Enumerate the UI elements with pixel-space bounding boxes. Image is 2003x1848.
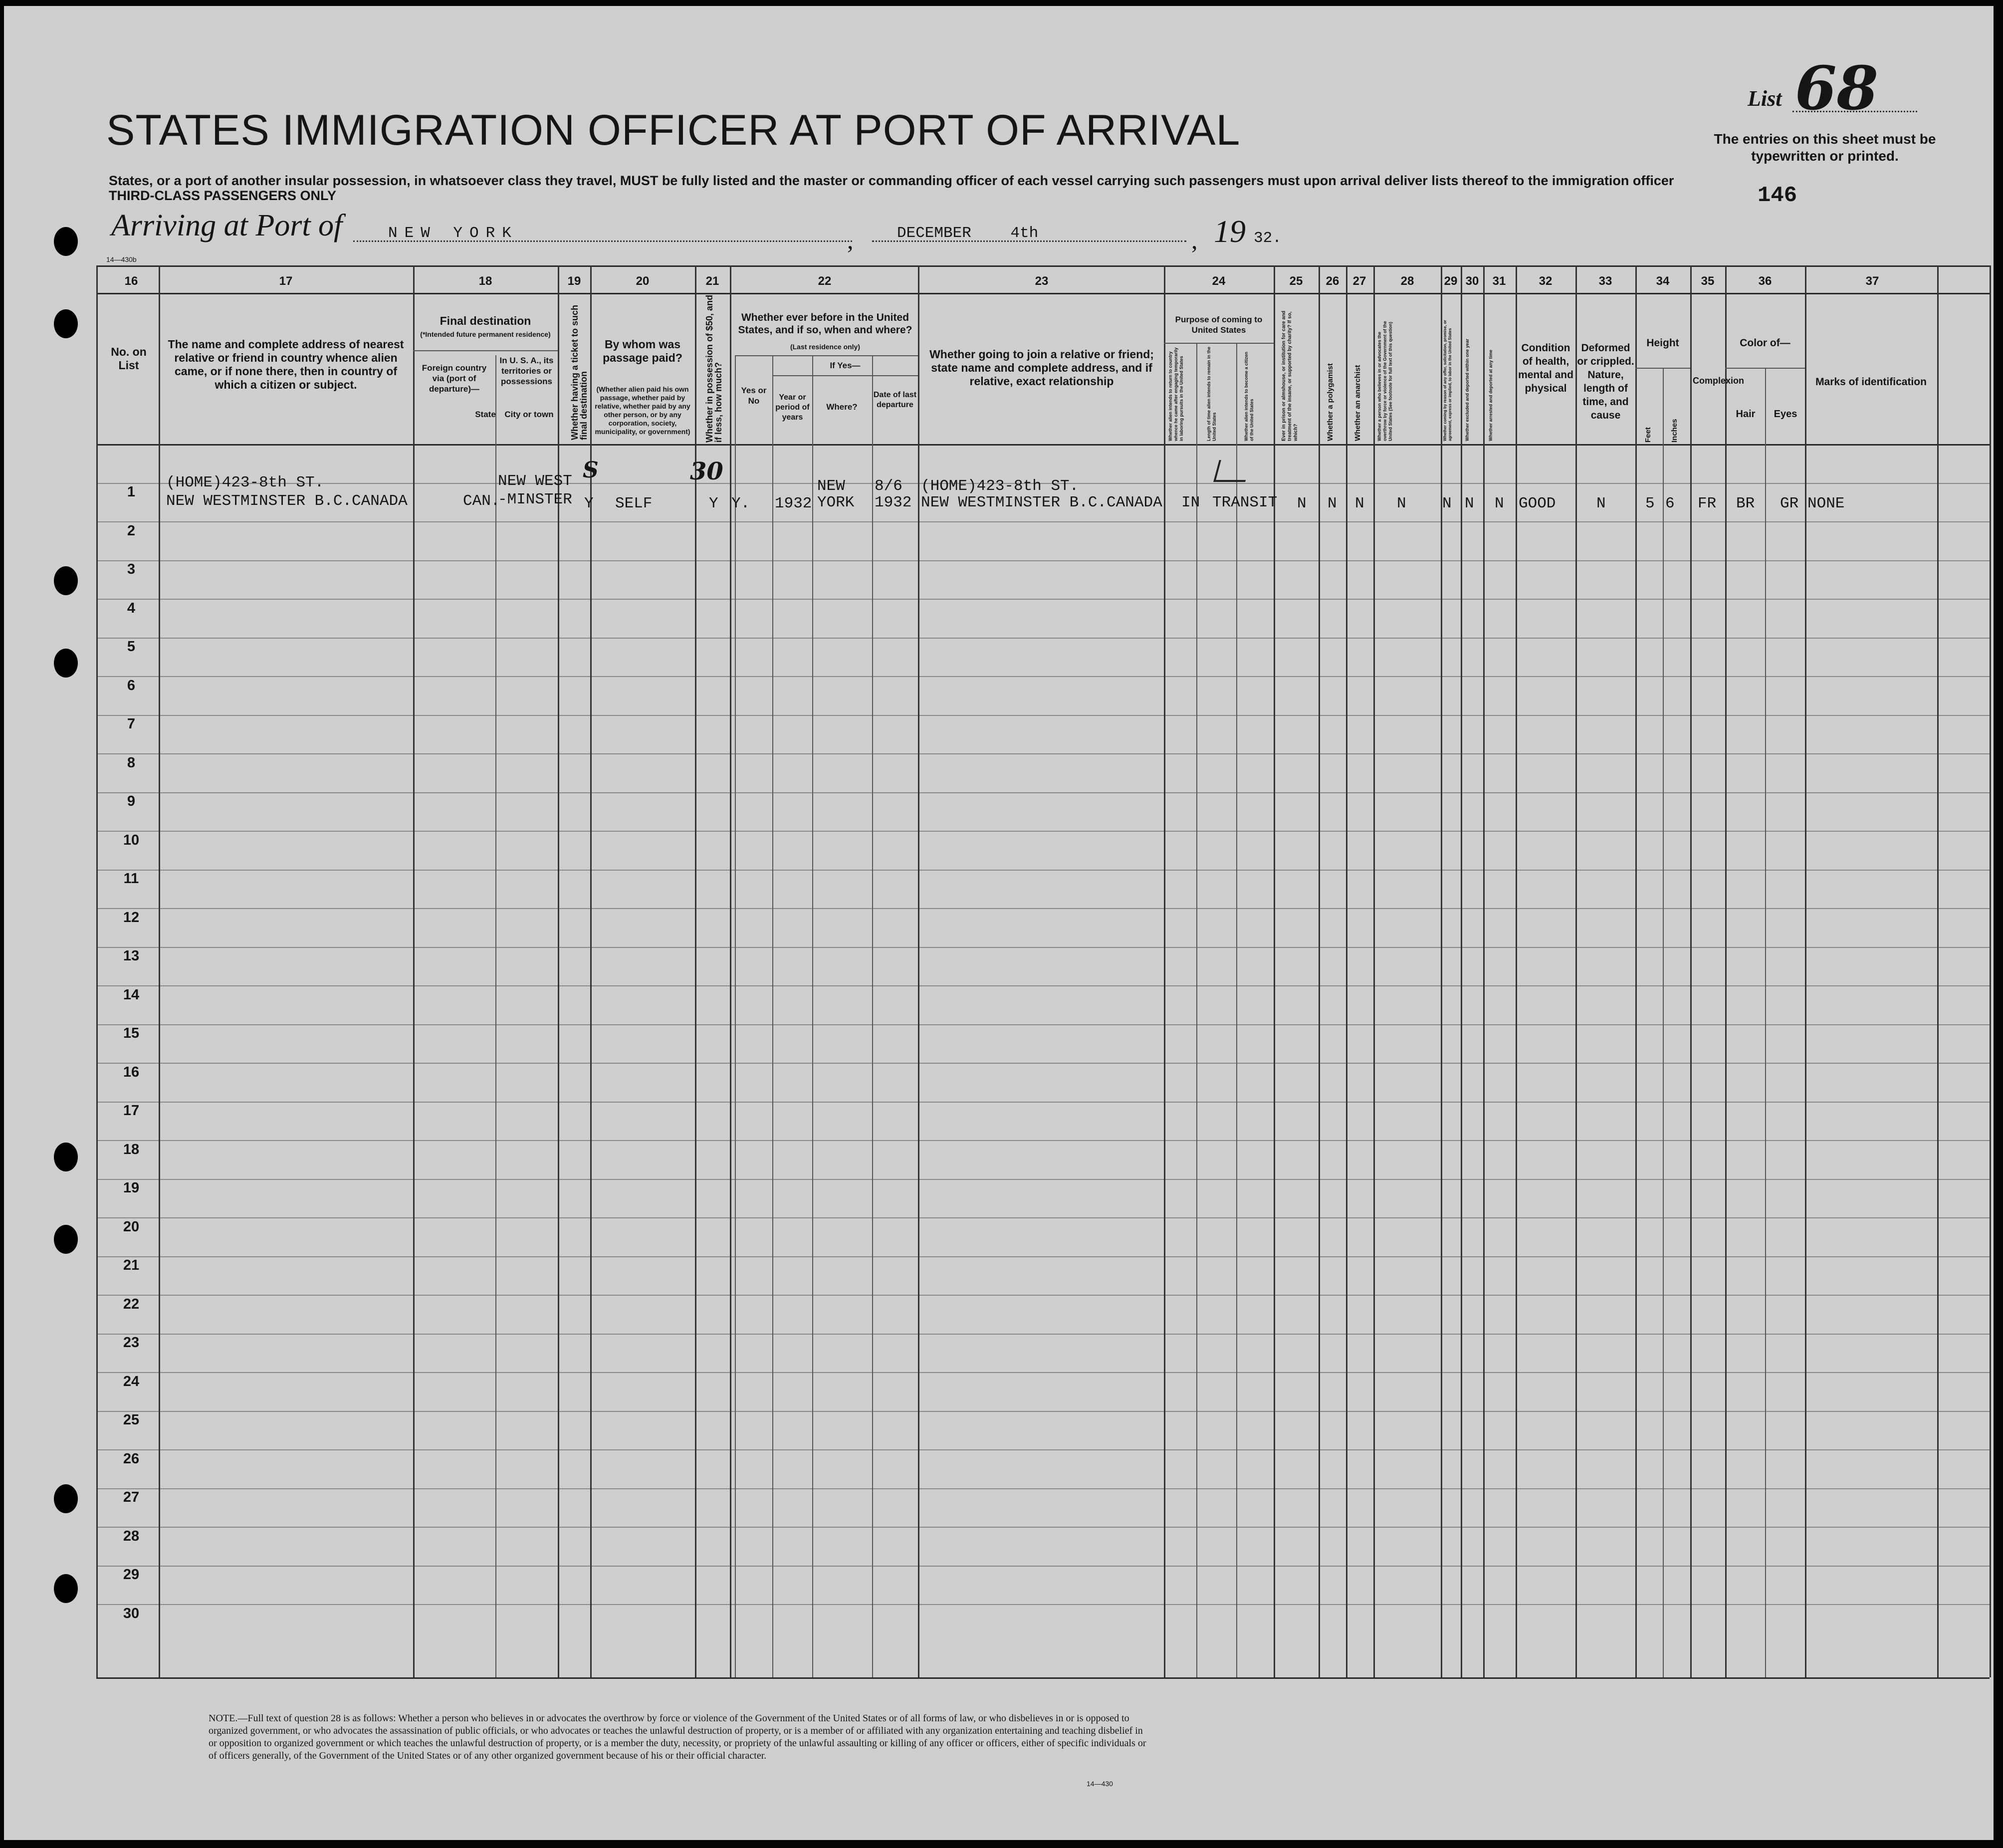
entry-health: GOOD <box>1519 495 1556 512</box>
entry-hair: BR <box>1736 495 1755 512</box>
col-num-23: 23 <box>1035 274 1049 288</box>
head-in-usa: In U. S. A., its territories or possessions <box>499 356 554 386</box>
head-marks: Marks of identification <box>1815 376 1927 388</box>
row-rule <box>96 560 1990 561</box>
entry-c25: N <box>1297 495 1307 512</box>
row-number: 12 <box>123 909 140 925</box>
row-number: 3 <box>127 561 136 577</box>
entry-state: CAN. <box>463 492 500 510</box>
row-number: 6 <box>127 677 136 693</box>
row-rule <box>96 1566 1990 1567</box>
col-num-36: 36 <box>1758 274 1772 288</box>
entry-purpose-handmark <box>1213 460 1251 482</box>
row-rule <box>96 676 1990 677</box>
entry-paid-by: SELF <box>615 495 653 512</box>
row-rule <box>96 753 1990 754</box>
sheet-number: 146 <box>1758 183 1797 208</box>
entry-join-line-1: (HOME)423-8th ST. <box>921 477 1079 495</box>
head-prison: Ever in prison or almshouse, or institution for care and treatment of the insane, or supported by charity? If so, which? <box>1281 310 1299 441</box>
col-num-20: 20 <box>636 274 650 288</box>
entry-purpose-1: IN <box>1181 494 1200 511</box>
entry-feet: 5 <box>1645 495 1655 512</box>
intro-line-2: THIRD-CLASS PASSENGERS ONLY <box>109 188 337 203</box>
row-rule <box>96 1217 1990 1218</box>
head-ever-before-sub: (Last residence only) <box>790 343 861 351</box>
head-final-destination-sub: (*Intended future permanent residence) <box>420 330 551 338</box>
col-num-33: 33 <box>1598 274 1612 288</box>
head-ticket: Whether having a ticket to such final destination <box>570 304 589 440</box>
col-num-29: 29 <box>1444 274 1458 288</box>
entry-before-where-2: YORK <box>817 494 855 511</box>
binder-hole <box>54 1225 78 1254</box>
entry-c28: N <box>1397 495 1406 512</box>
entry-ticket: Y <box>584 495 594 512</box>
binder-hole <box>54 309 78 338</box>
head-where: Where? <box>826 402 858 412</box>
head-arrested: Whether arrested and deported at any time <box>1488 349 1493 441</box>
col-num-34: 34 <box>1656 274 1670 288</box>
head-yes-no: Yes or No <box>741 386 767 406</box>
binder-hole <box>54 1143 78 1171</box>
row-number: 20 <box>123 1218 140 1235</box>
row-rule <box>96 1063 1990 1064</box>
row-number: 5 <box>127 639 136 655</box>
year-suffix: 32. <box>1254 230 1282 247</box>
head-height: Height <box>1646 337 1679 349</box>
comma-2: , <box>1191 226 1198 254</box>
list-label: List <box>1748 86 1782 111</box>
head-excluded: Whether excluded and deported within one year <box>1465 338 1470 441</box>
row-rule <box>96 1256 1990 1257</box>
binder-hole <box>54 649 78 678</box>
column-number-rule <box>96 293 1990 294</box>
port-line <box>353 240 852 242</box>
row-number: 9 <box>127 793 136 809</box>
entry-money: Y <box>709 495 718 512</box>
col-num-32: 32 <box>1539 274 1553 288</box>
binder-hole <box>54 227 78 256</box>
row-number: 16 <box>123 1064 140 1080</box>
head-foreign-country: Foreign country via (port of departure)— <box>422 363 487 394</box>
comma-1: , <box>847 226 854 254</box>
list-number: 68 <box>1795 53 1878 124</box>
date-line <box>872 240 1186 242</box>
row-number: 29 <box>123 1567 140 1583</box>
row-number: 7 <box>127 716 136 732</box>
head-join-relative: Whether going to join a relative or friend; state name and complete address, and if relative, exact relationship <box>929 348 1154 388</box>
head-passage-paid-sub: (Whether alien paid his own passage, whether paid by relative, whether paid by any other person, or by any corporation, society, municipality, or government) <box>595 385 690 436</box>
col-num-30: 30 <box>1465 274 1479 288</box>
row-rule <box>96 638 1990 639</box>
row-number: 23 <box>123 1335 140 1351</box>
head-anarchist: Whether an anarchist <box>1353 365 1362 441</box>
col-num-27: 27 <box>1352 274 1366 288</box>
entry-money-hand: 30 <box>690 458 723 485</box>
row-rule <box>96 1024 1990 1025</box>
arrival-date: DECEMBER 4th <box>897 225 1039 242</box>
entry-departure-2: 1932 <box>875 494 912 511</box>
head-color-of: Color of— <box>1740 337 1790 349</box>
row-number: 26 <box>123 1450 140 1467</box>
row-number: 8 <box>127 754 136 771</box>
entry-c27: N <box>1355 495 1364 512</box>
binder-hole <box>54 1574 78 1603</box>
row-rule <box>96 1102 1990 1103</box>
col-num-26: 26 <box>1326 274 1339 288</box>
row-number: 10 <box>123 832 140 848</box>
row-rule <box>96 1488 1990 1489</box>
col-num-35: 35 <box>1701 274 1715 288</box>
head-inches: Inches <box>1670 419 1679 443</box>
row-rule <box>96 1449 1990 1450</box>
head-date-departure: Date of last departure <box>873 391 917 409</box>
row-number: 13 <box>123 948 140 964</box>
row-rule <box>96 1179 1990 1180</box>
entry-join-line-2: NEW WESTMINSTER B.C.CANADA <box>921 494 1162 511</box>
row-rule <box>96 1295 1990 1296</box>
head-final-destination: Final destination <box>440 314 531 327</box>
entry-c31: N <box>1495 495 1504 512</box>
row-number: 17 <box>123 1103 140 1119</box>
entry-departure-1: 8/6 <box>875 477 902 495</box>
row-number: 1 <box>127 484 136 500</box>
entry-deformed: N <box>1596 495 1606 512</box>
row-number: 25 <box>123 1412 140 1428</box>
row-rule <box>96 521 1990 522</box>
col-num-25: 25 <box>1289 274 1303 288</box>
head-fifty-dollars: Whether in possession of $50, and if less, how much? <box>704 294 723 443</box>
head-purpose-c: Whether alien intends to become a citizen of the United States <box>1244 351 1254 441</box>
row-rule <box>96 1527 1990 1528</box>
row-rule <box>96 1334 1990 1335</box>
col-num-28: 28 <box>1400 274 1414 288</box>
col-num-21: 21 <box>705 274 719 288</box>
col-num-22: 22 <box>818 274 832 288</box>
head-nearest-relative: The name and complete address of nearest relative or friend in country whence alien came, or if none there, then in country of which a citizen or subject. <box>168 338 404 391</box>
top-form-code: 14—430b <box>106 255 137 263</box>
entry-city-line-2: -MINSTER <box>498 491 572 508</box>
head-deformed: Deformed or crippled. Nature, length of time, and cause <box>1577 342 1634 421</box>
row-rule <box>96 1604 1990 1605</box>
row-number: 30 <box>123 1605 140 1621</box>
col-num-24: 24 <box>1212 274 1226 288</box>
row-number: 27 <box>123 1489 140 1505</box>
binder-hole <box>54 1484 78 1513</box>
entry-c26: N <box>1328 495 1337 512</box>
typewritten-note: The entries on this sheet must be typewritten or printed. <box>1714 131 1936 164</box>
table-bottom-rule <box>96 1677 1990 1679</box>
row-number: 4 <box>127 600 136 616</box>
head-year-period: Year or period of years <box>775 393 810 422</box>
entry-complexion: FR <box>1698 495 1717 512</box>
row-number: 2 <box>127 522 136 539</box>
head-passage-paid: By whom was passage paid? <box>603 338 682 364</box>
row-number: 15 <box>123 1025 140 1041</box>
row-rule <box>96 715 1990 716</box>
head-purpose-a: Whether alien intends to return to country whence he came after engaging temporarily in laboring pursuits in the United States <box>1168 347 1184 441</box>
table-top-rule <box>96 265 1990 267</box>
row-number: 28 <box>123 1528 140 1544</box>
row-rule <box>96 947 1990 948</box>
entry-city-line-1: NEW WEST <box>498 472 572 490</box>
head-purpose: Purpose of coming to United States <box>1175 315 1263 335</box>
head-purpose-b: Length of time alien intends to remain in the United States <box>1206 346 1217 441</box>
footnote-question-28: NOTE.—Full text of question 28 is as follows: Whether a person who believes in or advocates the overthrow by force or violence of the Government of the United States or of all forms of law, or who disbelieves in or is opposed to organized government, or who advocates the assassination of public officials, or who advocates or teaches the unlawful destruction of property, or is a member of or affiliated with any organization entertaining and teaching disbelief in or opposition to organized government or which teaches the unlawful destruction of property, or is a member the duty, necessity, or propriety of the unlawful assaulting or killing of any officer or officers, either of specific individuals or of officers generally, of the Government of the United States or of any other organized government because of his or their official character. <box>209 1713 1146 1761</box>
col-num-37: 37 <box>1865 274 1879 288</box>
row-number: 11 <box>123 871 139 887</box>
entry-c29: N <box>1442 495 1452 512</box>
head-ever-before: Whether ever before in the United States, and if so, when and where? <box>738 312 912 336</box>
row-rule <box>96 1411 1990 1412</box>
footer-form-code: 14—430 <box>1087 1780 1113 1788</box>
year-prefix: 19 <box>1214 214 1246 249</box>
row-rule <box>96 1140 1990 1141</box>
row-number: 24 <box>123 1373 140 1389</box>
col-num-16: 16 <box>124 274 138 288</box>
row-rule <box>96 1372 1990 1373</box>
head-feet: Feet <box>1644 427 1652 443</box>
entry-address-line-2: NEW WESTMINSTER B.C.CANADA <box>166 492 408 510</box>
col-num-31: 31 <box>1492 274 1506 288</box>
row-rule <box>96 831 1990 832</box>
intro-line-1: States, or a port of another insular possession, in whatsoever class they travel, MUST be fully listed and the master or commanding officer of each vessel carrying such passengers must upon arrival deliver lists thereof to the immigration officer <box>109 173 1674 188</box>
col-num-18: 18 <box>478 274 492 288</box>
entry-before-where-1: NEW <box>817 477 845 495</box>
head-city: City or town <box>504 410 554 419</box>
head-health: Condition of health, mental and physical <box>1518 342 1573 394</box>
entry-inches: 6 <box>1665 495 1675 512</box>
row-number: 18 <box>123 1141 140 1157</box>
list-number-line <box>1792 111 1917 112</box>
header-bottom-rule <box>96 444 1990 446</box>
head-offer-labor: Whether coming by reason of any offer, solicitation, promise, or agreement, express or implied, to labor in the United States <box>1443 320 1452 441</box>
row-number: 21 <box>123 1257 140 1273</box>
entry-eyes: GR <box>1780 495 1799 512</box>
binder-hole <box>54 566 78 595</box>
row-number: 14 <box>123 986 140 1003</box>
head-no-on-list: No. on List <box>111 345 147 372</box>
head-eyes: Eyes <box>1774 409 1797 420</box>
entry-marks: NONE <box>1807 495 1845 512</box>
head-complexion: Complexion <box>1693 376 1745 386</box>
row-rule <box>96 599 1990 600</box>
row-rule <box>96 908 1990 909</box>
head-hair: Hair <box>1736 409 1756 420</box>
entry-before-yes-no: Y. <box>731 495 750 512</box>
entry-ticket-hand: S <box>583 458 599 483</box>
row-rule <box>96 985 1990 986</box>
manifest-sheet <box>4 6 1994 1840</box>
page-title: STATES IMMIGRATION OFFICER AT PORT OF ARRIVAL <box>106 106 1241 154</box>
row-rule <box>96 792 1990 793</box>
row-number: 22 <box>123 1296 140 1312</box>
port-name: NEW YORK <box>388 225 518 242</box>
head-polygamist: Whether a polygamist <box>1326 363 1335 441</box>
col-num-19: 19 <box>567 274 581 288</box>
entry-before-year: 1932 <box>775 495 812 512</box>
col-num-17: 17 <box>279 274 293 288</box>
head-overthrow: Whether a person who believes in or advocates the overthrow by force or violence of the Government of the United States (See footnote for full text of this question) <box>1377 321 1393 441</box>
entry-address-line-1: (HOME)423-8th ST. <box>166 474 324 491</box>
row-rule <box>96 870 1990 871</box>
entry-c30: N <box>1465 495 1474 512</box>
head-state: State <box>475 410 496 419</box>
row-number: 19 <box>123 1180 140 1196</box>
entry-purpose-2: TRANSIT <box>1212 494 1278 511</box>
head-if-yes: If Yes— <box>830 361 861 370</box>
arriving-label: Arriving at Port of <box>111 209 343 242</box>
